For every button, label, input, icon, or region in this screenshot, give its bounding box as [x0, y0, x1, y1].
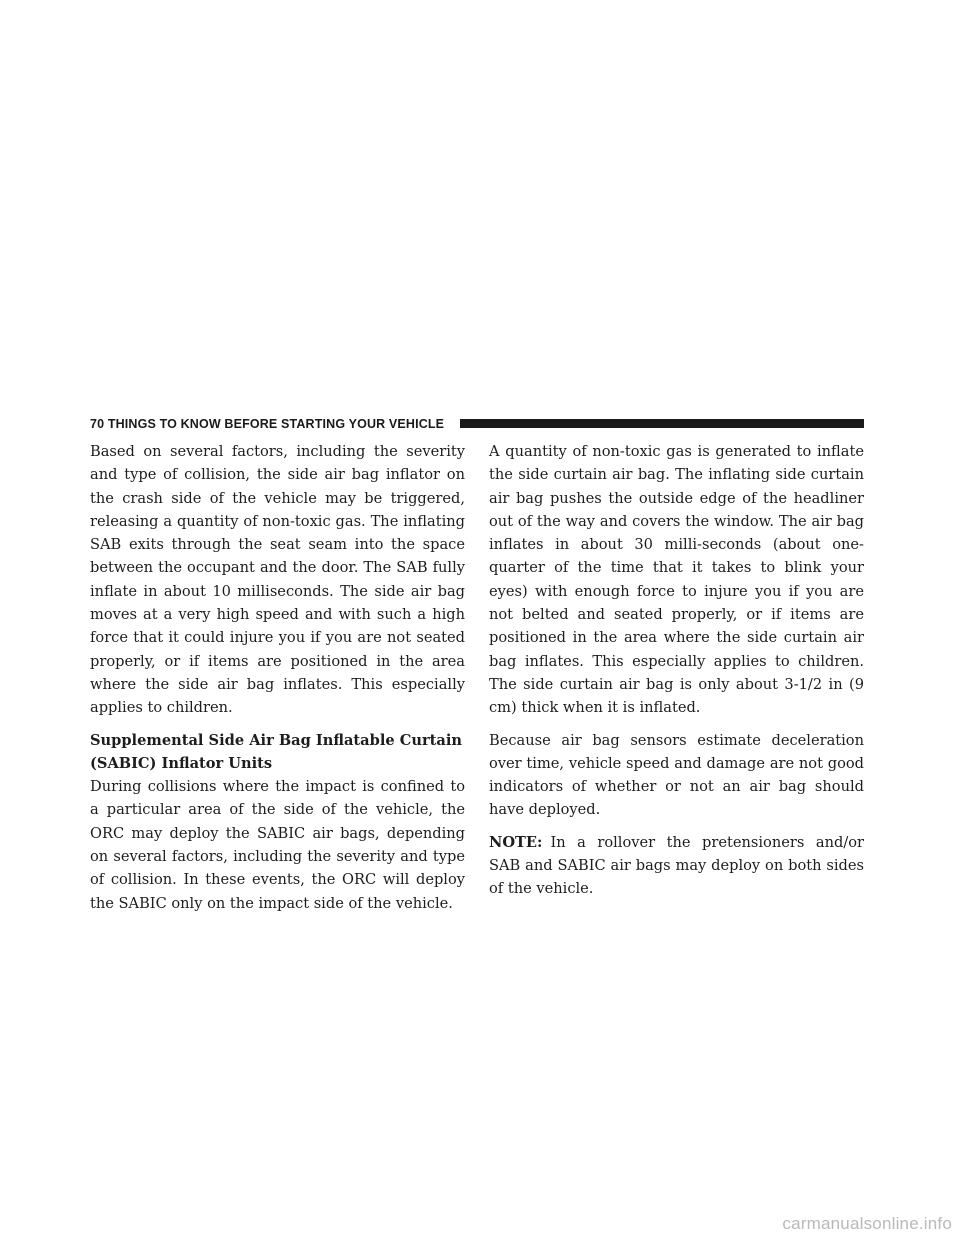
left-paragraph-2: During collisions where the impact is confined to a particular area of the side of the vehicle, the ORC may deploy the SABIC air bags, depending on several factors, including the severity and type of collision. In these events, the ORC will deploy the SABIC only on the impact side of the vehicle.	[90, 778, 465, 912]
watermark-text: carmanualsonline.info	[782, 1214, 952, 1233]
right-paragraph-1: A quantity of non-toxic gas is generated to inflate the side curtain air bag. The inflating side curtain air bag pushes the outside edge of the headliner out of the way and covers the window. The air bag inflates in about 30 milli-seconds (about one-quarter of the time that it takes to blink your eyes) with enough force to injure you if you are not belted and seated properly, or if items are positioned in the area where the side curtain air bag inflates. This especially applies to children. The side curtain air bag is only about 3-1/2 in (9 cm) thick when it is inflated.	[489, 443, 864, 717]
right-column	[489, 440, 864, 910]
page-header	[90, 417, 864, 431]
header-rule	[460, 419, 864, 428]
page-header-title: 70 THINGS TO KNOW BEFORE STARTING YOUR VEHICLE	[90, 417, 445, 431]
note-label: NOTE:	[489, 833, 543, 851]
left-paragraph-1: Based on several factors, including the severity and type of collision, the side air bag inflator on the crash side of the vehicle may be triggered, releasing a quantity of non-toxic gas. The inflating SAB exits through the seat seam into the space between the occupant and the door. The SAB fully inflate in about 10 milliseconds. The side air bag moves at a very high speed and with such a high force that it could injure you if you are not seated properly, or if items are positioned in the area where the side air bag inflates. This especially applies to children.	[90, 443, 465, 717]
note-paragraph	[489, 831, 864, 901]
section-heading: Supplemental Side Air Bag Inflatable Curtain (SABIC) Inflator Units	[90, 731, 462, 772]
note-text: In a rollover the pretensioners and/or SAB and SABIC air bags may deploy on both sides of the vehicle.	[489, 833, 864, 898]
left-column	[90, 440, 465, 924]
right-paragraph-2: Because air bag sensors estimate deceleration over time, vehicle speed and damage are not good indicators of whether or not an air bag should have deployed.	[489, 731, 864, 819]
